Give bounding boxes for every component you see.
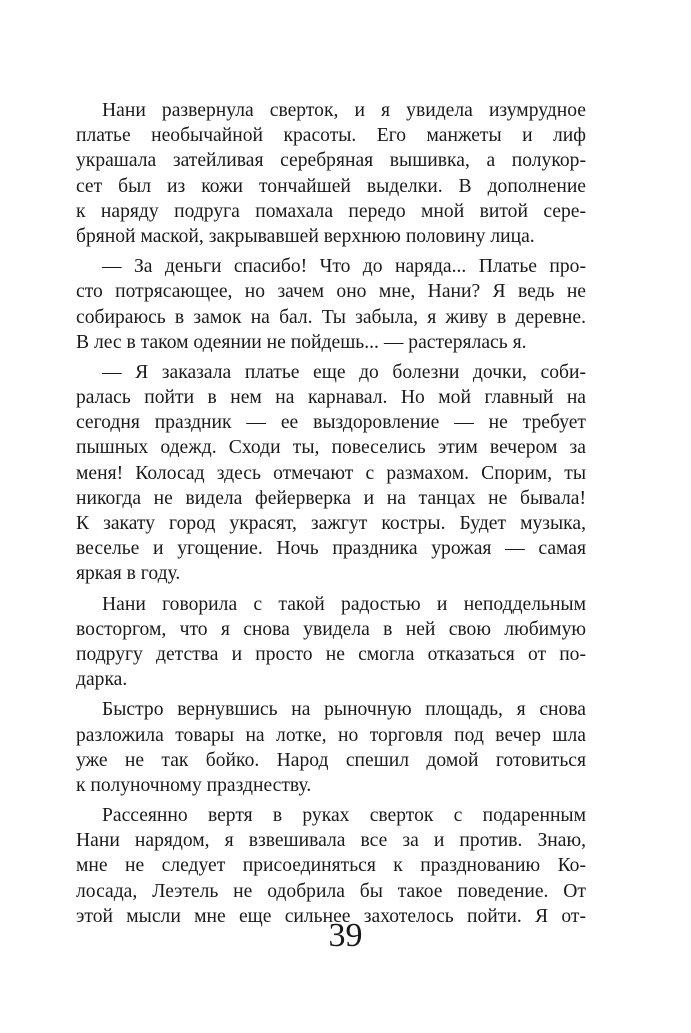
text-line: этой мысли мне еще сильнее захотелось пойти. Я от- xyxy=(76,905,586,927)
text-line: сегодня праздник — ее выздоровление — не требует xyxy=(76,412,586,434)
text-line: дарка. xyxy=(76,669,128,691)
paragraph xyxy=(76,254,586,355)
text-line: восторгом, что я снова увидела в ней свою любимую xyxy=(76,618,586,640)
text-line: — За деньги спасибо! Что до наряда... Платье про- xyxy=(102,256,586,278)
text-line: Быстро вернувшись на рыночную площадь, я снова xyxy=(102,699,586,721)
text-line: платье необычайной красоты. Его манжеты и лиф xyxy=(76,125,586,147)
text-line: яркая в году. xyxy=(76,563,181,585)
text-line: Нани говорила с такой радостью и неподдельным xyxy=(102,593,586,615)
text-line: В лес в таком одеянии не пойдешь... — растерялась я. xyxy=(76,331,527,353)
paragraph xyxy=(76,592,586,693)
text-line: Нани развернула сверток, и я увидела изумрудное xyxy=(102,100,586,121)
text-line: сет был из кожи тончайшей выделки. В дополнение xyxy=(76,175,586,197)
paragraph xyxy=(76,98,586,249)
text-line: никогда не видела фейерверка и на танцах не бывала! xyxy=(76,487,586,509)
text-line: к наряду подруга помахала передо мной витой сере- xyxy=(76,200,586,222)
text-line: Рассеянно вертя в руках сверток с подаренным xyxy=(102,805,586,827)
text-line: к полуночному празднеству. xyxy=(76,774,312,796)
text-line: Нани нарядом, я взвешивала все за и против. Знаю, xyxy=(76,830,586,852)
page-number: 39 xyxy=(328,917,363,954)
paragraph xyxy=(76,697,586,798)
text-line: пышных одежд. Сходи ты, повеселись этим вечером за xyxy=(76,437,586,459)
paragraph xyxy=(76,360,586,587)
text-line: меня! Колосад здесь отмечают с размахом. Спорим, ты xyxy=(76,462,586,484)
text-line: уже не так бойко. Народ спешил домой готовиться xyxy=(76,749,586,771)
text-line: веселье и угощение. Ночь праздника урожая — самая xyxy=(76,538,586,560)
text-line: — Я заказала платье еще до болезни дочки, соби- xyxy=(102,361,586,383)
text-line: украшала затейливая серебряная вышивка, а полукор- xyxy=(76,150,586,172)
text-line: бряной маской, закрывавшей верхнюю половину лица. xyxy=(76,225,535,247)
text-line: лосада, Леэтель не одобрила бы такое поведение. От xyxy=(76,880,586,902)
text-line: собираюсь в замок на бал. Ты забыла, я живу в деревне. xyxy=(76,306,586,328)
body-text xyxy=(76,98,586,934)
paragraph xyxy=(76,803,586,929)
text-line: ралась пойти в нем на карнавал. Но мой главный на xyxy=(76,387,586,409)
text-line: мне не следует присоединяться к празднованию Ко- xyxy=(76,855,586,877)
text-line: сто потрясающее, но зачем оно мне, Нани? Я ведь не xyxy=(76,281,586,303)
text-line: подругу детства и просто не смогла отказаться от по- xyxy=(76,643,586,665)
text-line: К закату город украсят, зажгут костры. Будет музыка, xyxy=(76,513,586,534)
text-line: разложила товары на лотке, но торговля под вечер шла xyxy=(76,724,586,746)
